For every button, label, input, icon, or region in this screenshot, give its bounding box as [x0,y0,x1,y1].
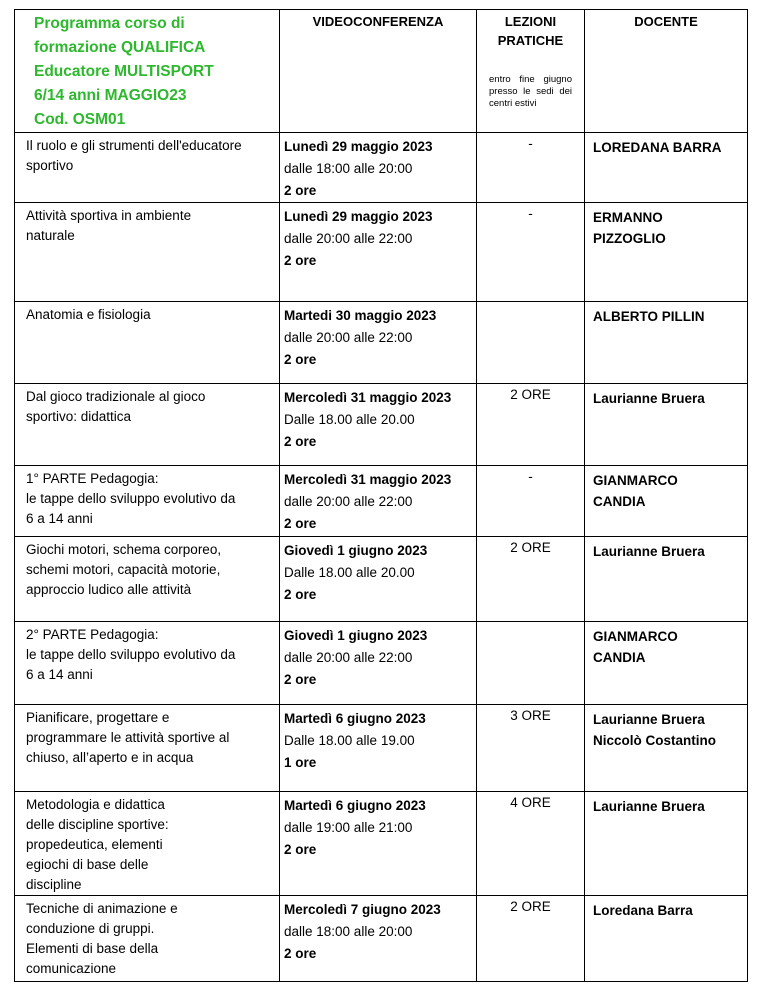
teacher-name: Laurianne Bruera [593,712,705,727]
videoconference-cell [280,896,477,982]
topic-cell [15,622,280,705]
practical-lessons-cell: 3 ORE [477,705,585,792]
session-hours: 2 ore [284,434,317,449]
teacher-name: GIANMARCO [593,629,678,644]
session-date: Martedì 6 giugno 2023 [284,798,426,813]
teacher-cell [585,203,748,302]
session-time: dalle 19:00 alle 21:00 [284,820,413,835]
videoconference-cell [280,705,477,792]
session-date: Mercoledì 31 maggio 2023 [284,472,452,487]
session-hours: 2 ore [284,842,317,857]
topic-line: schemi motori, capacità motorie, [26,562,221,577]
session-time: dalle 20:00 alle 22:00 [284,231,413,246]
topic-cell [15,896,280,982]
topic-line: Attività sportiva in ambiente [26,208,192,223]
col-header-docente: DOCENTE [585,10,748,133]
teacher-cell [585,622,748,705]
session-hours: 2 ore [284,253,317,268]
title-line: Cod. OSM01 [34,111,126,128]
col-header-lezioni-note: entro fine giugno presso le sedi dei centri estivi [489,74,572,109]
videoconference-cell [280,537,477,622]
topic-line: Metodologia e didattica [26,797,165,812]
topic-line: Giochi motori, schema corporeo, [26,542,222,557]
teacher-cell [585,537,748,622]
topic-line: le tappe dello sviluppo evolutivo da [26,491,236,506]
teacher-name: CANDIA [593,494,646,509]
topic-cell [15,302,280,384]
topic-line: propedeutica, elementi [26,837,163,852]
session-time: dalle 18:00 alle 20:00 [284,924,413,939]
session-date: Lunedì 29 maggio 2023 [284,139,433,154]
session-date: Giovedì 1 giugno 2023 [284,628,428,643]
session-hours: 2 ore [284,587,317,602]
session-date: Martedì 6 giugno 2023 [284,711,426,726]
topic-line: sportivo [26,158,74,173]
videoconference-cell [280,133,477,203]
topic-cell [15,133,280,203]
topic-cell [15,792,280,896]
topic-cell [15,466,280,537]
topic-line: chiuso, all’aperto e in acqua [26,750,194,765]
session-date: Mercoledì 7 giugno 2023 [284,902,441,917]
session-time: dalle 20:00 alle 22:00 [284,650,413,665]
topic-line: Dal gioco tradizionale al gioco [26,389,206,404]
teacher-cell [585,302,748,384]
topic-line: approccio ludico alle attività [26,582,192,597]
table-row [15,792,748,896]
course-schedule-table [14,9,748,982]
teacher-cell [585,792,748,896]
topic-line: le tappe dello sviluppo evolutivo da [26,647,236,662]
teacher-name: PIZZOGLIO [593,231,666,246]
teacher-name: GIANMARCO [593,473,678,488]
col-header-lezioni-line1: LEZIONI [504,14,557,29]
topic-line: Tecniche di animazione e [26,901,178,916]
teacher-name: CANDIA [593,650,646,665]
teacher-cell [585,896,748,982]
practical-lessons-cell [477,622,585,705]
topic-line: comunicazione [26,961,117,976]
session-time: dalle 20:00 alle 22:00 [284,494,413,509]
practical-lessons-cell: 2 ORE [477,896,585,982]
topic-line: programmare le attività sportive al [26,730,230,745]
teacher-name: Laurianne Bruera [593,799,705,814]
teacher-cell [585,705,748,792]
session-date: Mercoledì 31 maggio 2023 [284,390,452,405]
videoconference-cell [280,384,477,466]
teacher-name: ERMANNO [593,210,663,225]
topic-line: egiochi di base delle [26,857,149,872]
session-hours: 2 ore [284,183,317,198]
teacher-name: Laurianne Bruera [593,544,705,559]
videoconference-cell [280,466,477,537]
practical-lessons-cell: 2 ORE [477,384,585,466]
title-line: Programma corso di [34,15,185,32]
session-hours: 2 ore [284,516,317,531]
course-title [15,10,280,133]
topic-cell [15,537,280,622]
topic-cell [15,384,280,466]
topic-line: Elementi di base della [26,941,159,956]
videoconference-cell [280,302,477,384]
session-time: dalle 20:00 alle 22:00 [284,330,413,345]
session-hours: 2 ore [284,672,317,687]
title-line: 6/14 anni MAGGIO23 [34,87,187,104]
topic-line: Anatomia e fisiologia [26,307,151,322]
teacher-name: Laurianne Bruera [593,391,705,406]
title-line: Educatore MULTISPORT [34,63,214,80]
topic-line: 6 a 14 anni [26,667,93,682]
topic-line: sportivo: didattica [26,409,132,424]
session-hours: 2 ore [284,946,317,961]
col-header-videoconferenza: VIDEOCONFERENZA [280,10,477,133]
session-date: Martedi 30 maggio 2023 [284,308,437,323]
teacher-name: Loredana Barra [593,903,693,918]
videoconference-cell [280,203,477,302]
session-time: Dalle 18.00 alle 20.00 [284,565,415,580]
table-row [15,302,748,384]
table-row [15,133,748,203]
col-header-lezioni-line2: PRATICHE [497,33,564,48]
videoconference-cell [280,622,477,705]
topic-line: 1° PARTE Pedagogia: [26,471,159,486]
teacher-name: Niccolò Costantino [593,733,717,748]
table-row [15,705,748,792]
practical-lessons-cell: 4 ORE [477,792,585,896]
teacher-cell [585,384,748,466]
topic-line: discipline [26,877,82,892]
topic-line: Pianificare, progettare e [26,710,170,725]
topic-cell [15,705,280,792]
topic-cell [15,203,280,302]
topic-line: Il ruolo e gli strumenti dell'educatore [26,138,242,153]
videoconference-cell [280,792,477,896]
session-hours: 1 ore [284,755,317,770]
table-row [15,622,748,705]
topic-line: 6 a 14 anni [26,511,93,526]
teacher-cell [585,133,748,203]
title-line: formazione QUALIFICA [34,39,206,56]
topic-line: conduzione di gruppi. [26,921,155,936]
session-time: dalle 18:00 alle 20:00 [284,161,413,176]
table-row [15,466,748,537]
table-row [15,384,748,466]
table-row [15,896,748,982]
session-date: Lunedì 29 maggio 2023 [284,209,433,224]
practical-lessons-cell: 2 ORE [477,537,585,622]
session-date: Giovedì 1 giugno 2023 [284,543,428,558]
teacher-name: LOREDANA BARRA [593,140,722,155]
session-time: Dalle 18.00 alle 20.00 [284,412,415,427]
practical-lessons-cell [477,302,585,384]
header-row [15,10,748,133]
practical-lessons-cell: - [477,466,585,537]
practical-lessons-cell: - [477,203,585,302]
table-row [15,537,748,622]
session-hours: 2 ore [284,352,317,367]
practical-lessons-cell: - [477,133,585,203]
teacher-cell [585,466,748,537]
topic-line: 2° PARTE Pedagogia: [26,627,159,642]
table-row [15,203,748,302]
session-time: Dalle 18.00 alle 19.00 [284,733,415,748]
col-header-lezioni [477,10,585,133]
topic-line: delle discipline sportive: [26,817,169,832]
topic-line: naturale [26,228,75,243]
teacher-name: ALBERTO PILLIN [593,309,705,324]
